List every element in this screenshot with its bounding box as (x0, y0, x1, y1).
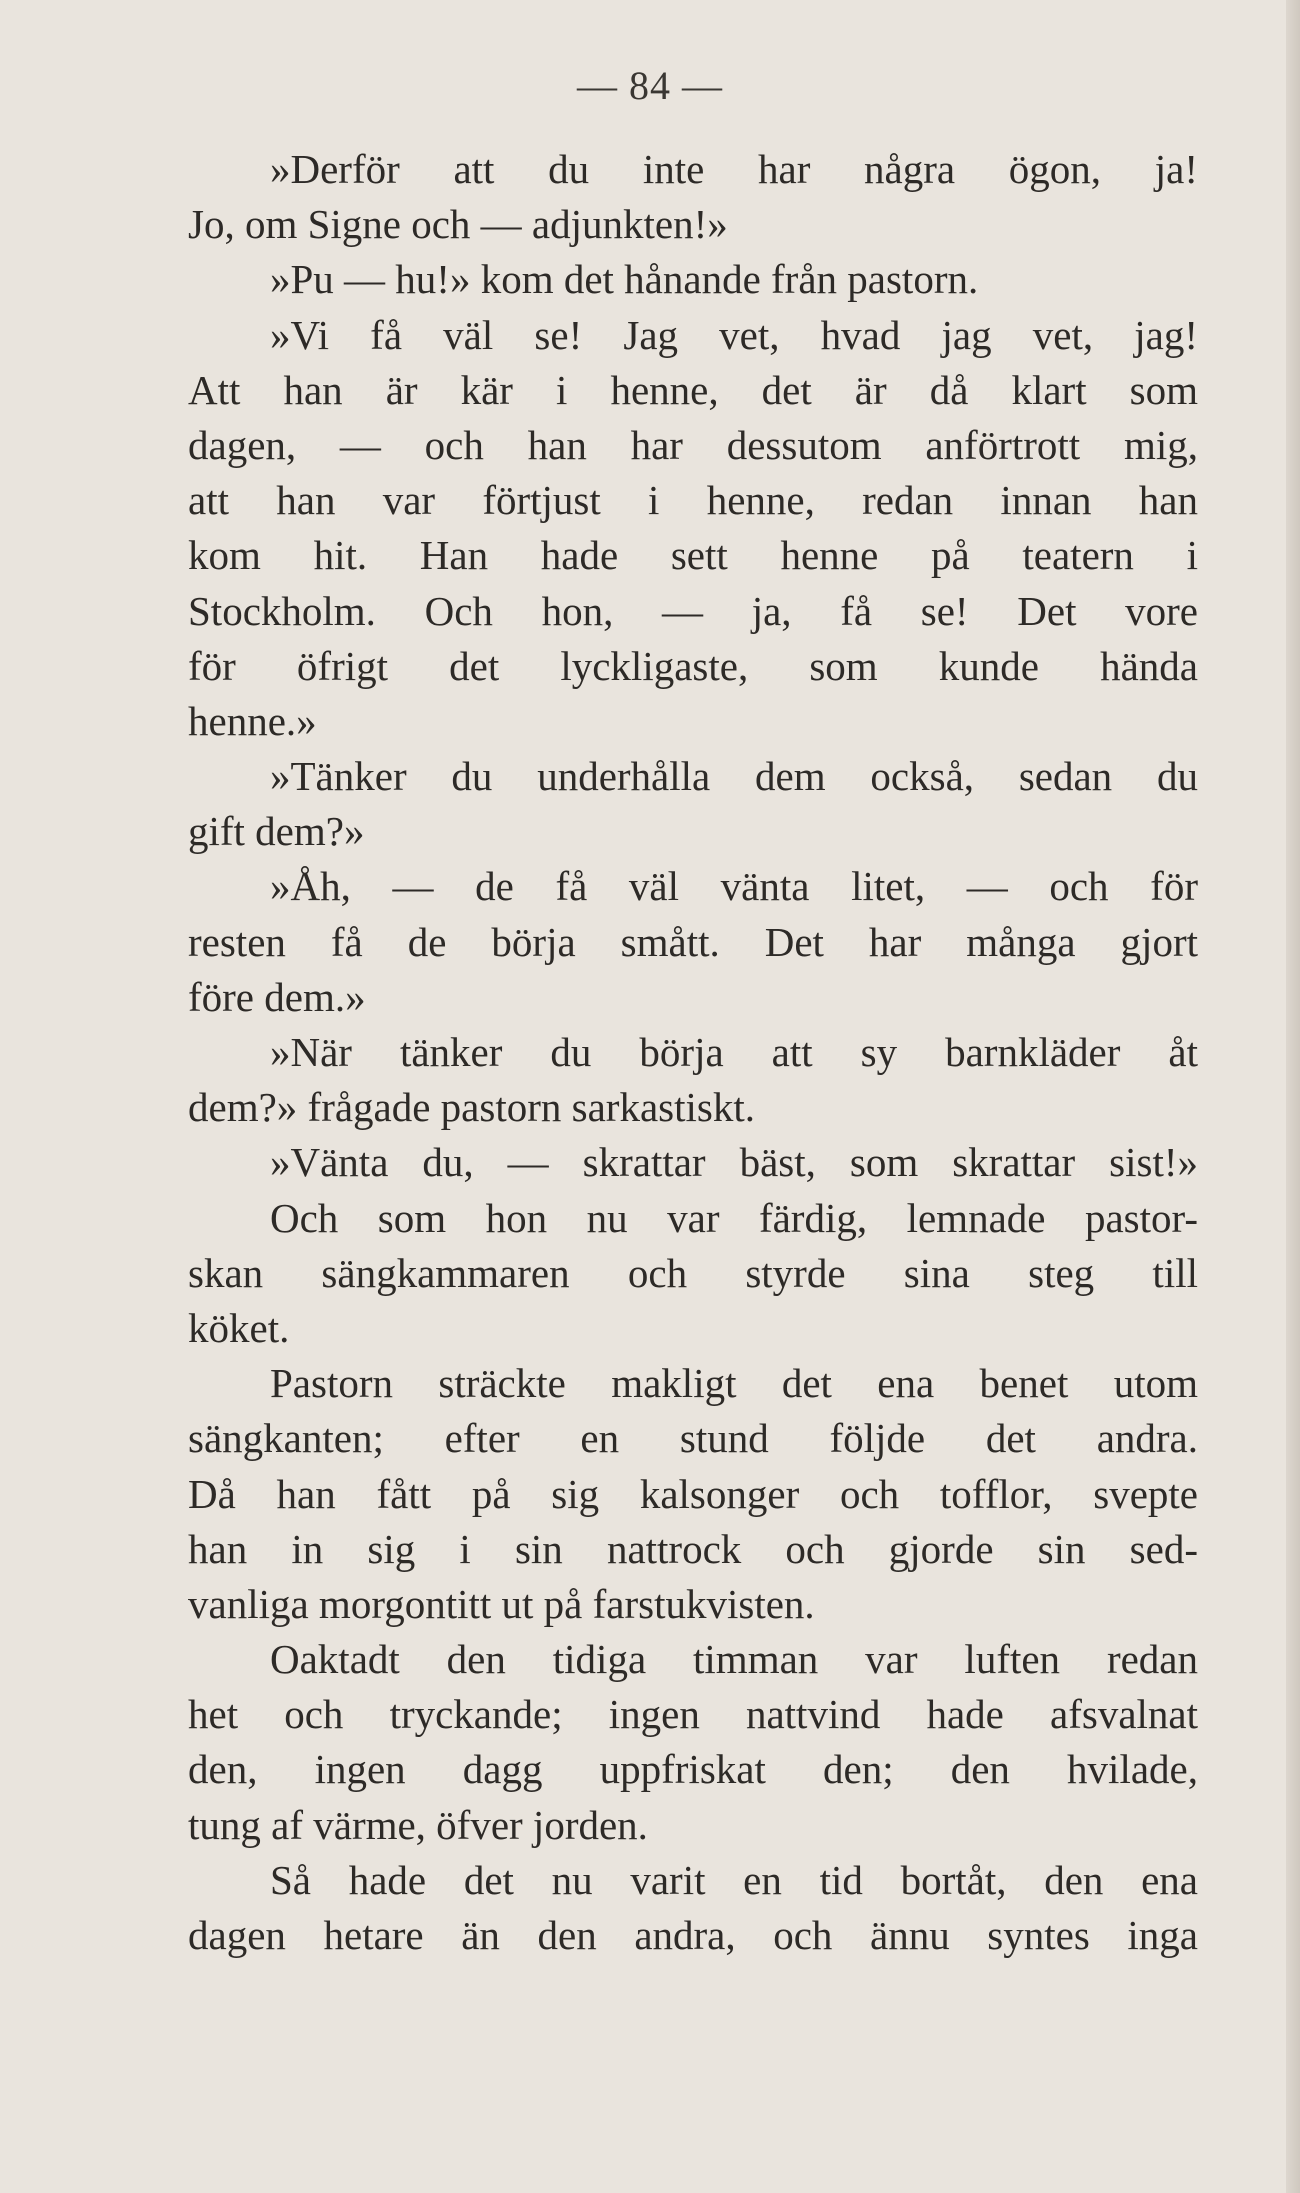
text-line: att han var förtjust i henne, redan innan han (188, 477, 1198, 524)
text-line: Pastorn sträckte makligt det ena benet utom (270, 1360, 1198, 1407)
text-line: skan sängkammaren och styrde sina steg till (188, 1249, 1198, 1296)
text-line: henne.» (188, 697, 317, 744)
text-line: vanliga morgontitt ut på farstukvisten. (188, 1580, 815, 1627)
text-line: gift dem?» (188, 808, 365, 855)
text-line: kom hit. Han hade sett henne på teatern i (188, 532, 1198, 579)
text-line: Att han är kär i henne, det är då klart som (188, 366, 1198, 413)
text-line: »När tänker du börja att sy barnkläder åt (270, 1029, 1198, 1075)
text-line: Oaktadt den tidiga timman var luften redan (270, 1636, 1198, 1683)
text-line: het och tryckande; ingen nattvind hade afsvalnat (188, 1691, 1198, 1738)
text-line: för öfrigt det lyckligaste, som kunde hända (188, 642, 1198, 689)
text-line: han in sig i sin nattrock och gjorde sin sed- (188, 1525, 1198, 1572)
text-line: »Åh, — de få väl vänta litet, — och för (270, 863, 1198, 910)
text-line: sängkanten; efter en stund följde det andra. (188, 1415, 1198, 1462)
text-line: »Tänker du underhålla dem också, sedan du (270, 753, 1198, 800)
text-line: tung af värme, öfver jorden. (188, 1801, 648, 1848)
text-line: »Pu — hu!» kom det hånande från pastorn. (270, 256, 979, 303)
text-line: »Derför att du inte har några ögon, ja! (270, 146, 1198, 192)
text-line: »Vänta du, — skrattar bäst, som skrattar sist!» (270, 1139, 1198, 1186)
text-line: Då han fått på sig kalsonger och tofflor, svepte (188, 1470, 1198, 1517)
body-text (188, 142, 1198, 1963)
text-line: dem?» frågade pastorn sarkastiskt. (188, 1084, 755, 1131)
text-line: Jo, om Signe och — adjunkten!» (188, 201, 728, 248)
text-line: »Vi få väl se! Jag vet, hvad jag vet, jag! (270, 311, 1198, 358)
text-line: dagen hetare än den andra, och ännu syntes inga (188, 1912, 1198, 1958)
text-line: den, ingen dagg uppfriskat den; den hvilade, (188, 1746, 1198, 1793)
text-line: köket. (188, 1304, 290, 1351)
text-line: dagen, — och han har dessutom anförtrott mig, (188, 421, 1198, 468)
text-line: före dem.» (188, 973, 366, 1020)
page-edge (1286, 0, 1300, 2193)
text-line: Så hade det nu varit en tid bortåt, den ena (270, 1856, 1198, 1903)
text-line: Stockholm. Och hon, — ja, få se! Det vore (188, 587, 1198, 634)
text-line: resten få de börja smått. Det har många gjort (188, 918, 1198, 965)
page-number: — 84 — (577, 63, 723, 108)
text-line: Och som hon nu var färdig, lemnade pastor- (270, 1194, 1198, 1241)
